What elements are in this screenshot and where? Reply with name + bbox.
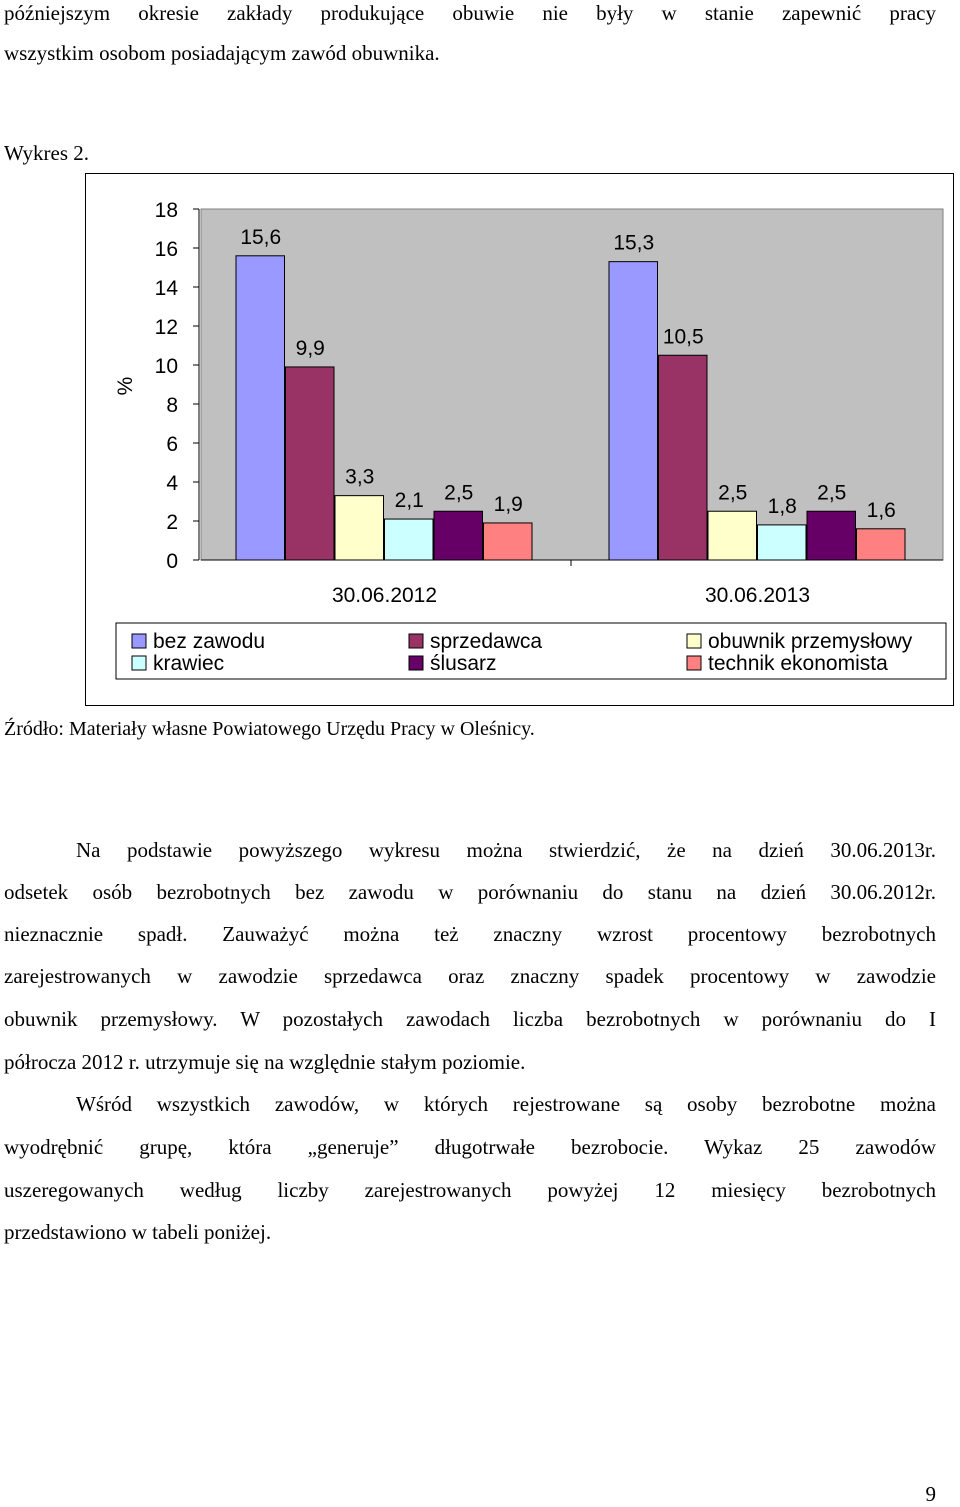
page-number: 9 <box>925 1482 936 1506</box>
body-line-7: Wśród wszystkich zawodów, w których rejestrowane są osoby bezrobotne można <box>76 1092 936 1116</box>
body-line-9: uszeregowanych według liczby zarejestrowanych powyżej 12 miesięcy bezrobotnych <box>4 1178 936 1202</box>
body-line-10: przedstawiono w tabeli poniżej. <box>4 1220 272 1244</box>
category-label: 30.06.2012 <box>331 584 438 607</box>
intro-line-2: wszystkim osobom posiadającym zawód obuwnika. <box>4 41 440 65</box>
chart-frame <box>85 173 954 706</box>
body-line-3: nieznacznie spadł. Zauważyć można też znaczny wzrost procentowy bezrobotnych <box>4 922 936 946</box>
y-tick-label: 16 <box>154 238 178 261</box>
bar <box>708 511 757 560</box>
bar <box>286 367 335 560</box>
legend-label: krawiec <box>153 652 225 675</box>
y-tick-label: 10 <box>154 355 178 378</box>
data-label: 2,5 <box>444 481 474 505</box>
intro-line-1: późniejszym okresie zakłady produkujące obuwie nie były w stanie zapewnić pracy <box>4 1 936 25</box>
category-label: 30.06.2013 <box>704 584 811 607</box>
data-label: 15,6 <box>240 225 282 249</box>
data-label: 2,1 <box>394 489 424 513</box>
data-label: 3,3 <box>345 465 375 489</box>
body-line-5: obuwnik przemysłowy. W pozostałych zawodach liczba bezrobotnych w porównaniu do I <box>4 1007 936 1031</box>
bar <box>484 523 533 560</box>
y-tick-label: 6 <box>166 433 178 456</box>
data-label: 10,5 <box>662 325 704 349</box>
legend-label: sprzedawca <box>430 630 543 653</box>
y-tick-label: 0 <box>166 550 178 573</box>
legend-swatch <box>132 656 146 670</box>
bar <box>807 511 856 560</box>
data-label: 1,9 <box>493 492 523 516</box>
y-tick-label: 18 <box>154 199 178 222</box>
bar <box>659 355 708 560</box>
body-line-6: półrocza 2012 r. utrzymuje się na względnie stałym poziomie. <box>4 1050 526 1074</box>
legend-swatch <box>409 634 423 648</box>
legend-swatch <box>132 634 146 648</box>
bar-chart <box>86 174 955 707</box>
legend-label: technik ekonomista <box>708 652 888 675</box>
chart-heading: Wykres 2. <box>4 141 90 165</box>
legend-swatch <box>409 656 423 670</box>
data-label: 1,8 <box>767 494 797 518</box>
y-axis-label: % <box>114 376 137 396</box>
bar <box>335 496 384 560</box>
bar <box>236 256 285 560</box>
bar <box>434 511 483 560</box>
legend-label: ślusarz <box>430 652 497 675</box>
bar <box>758 525 807 560</box>
body-line-2: odsetek osób bezrobotnych bez zawodu w porównaniu do stanu na dzień 30.06.2012r. <box>4 880 936 904</box>
source-note: Źródło: Materiały własne Powiatowego Urzędu Pracy w Oleśnicy. <box>4 718 535 740</box>
legend-label: bez zawodu <box>153 630 266 653</box>
data-label: 2,5 <box>718 481 748 505</box>
bar <box>385 519 434 560</box>
data-label: 9,9 <box>295 336 325 360</box>
body-line-4: zarejestrowanych w zawodzie sprzedawca oraz znaczny spadek procentowy w zawodzie <box>4 964 936 988</box>
bar <box>609 262 658 560</box>
legend-swatch <box>687 656 701 670</box>
y-tick-label: 12 <box>154 316 178 339</box>
bar <box>857 529 906 560</box>
y-tick-label: 14 <box>154 277 178 300</box>
data-label: 2,5 <box>817 481 847 505</box>
y-tick-label: 2 <box>166 511 178 534</box>
body-line-1: Na podstawie powyższego wykresu można stwierdzić, że na dzień 30.06.2013r. <box>76 838 936 862</box>
body-line-8: wyodrębnić grupę, która „generuje” długotrwałe bezrobocie. Wykaz 25 zawodów <box>4 1135 936 1159</box>
data-label: 1,6 <box>866 498 896 522</box>
y-tick-label: 4 <box>166 472 178 495</box>
legend-swatch <box>687 634 701 648</box>
y-tick-label: 8 <box>166 394 178 417</box>
legend-label: obuwnik przemysłowy <box>708 630 913 653</box>
data-label: 15,3 <box>613 231 655 255</box>
